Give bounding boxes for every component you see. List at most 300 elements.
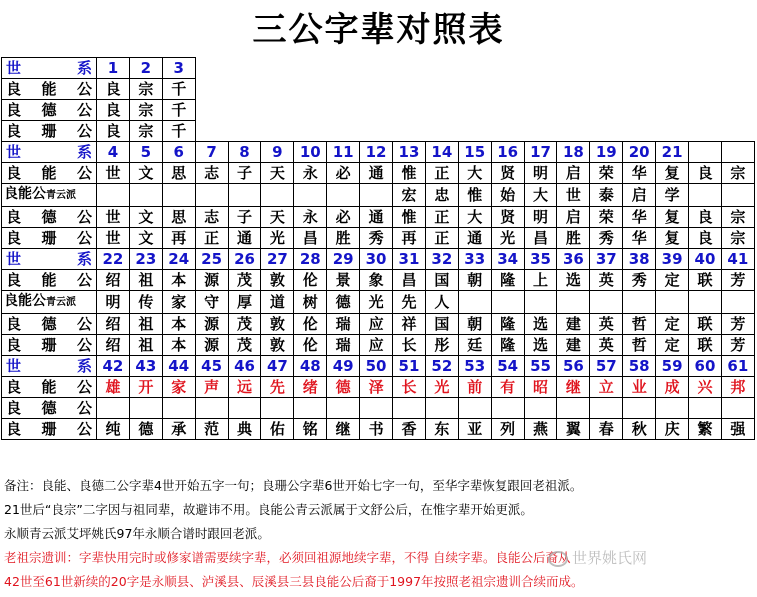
generation-number: 51 [393,356,426,377]
generation-header-label: 世 系 [2,142,97,163]
generation-header-label: 世 系 [2,58,97,79]
table-cell [393,398,426,419]
page-title: 三公字辈对照表 [252,10,505,50]
notes [4,474,754,594]
generation-header-label: 世 系 [2,356,97,377]
table-cell [129,398,162,419]
table-cell: 始 [491,184,524,207]
table-cell: 天 [261,207,294,228]
generation-number: 16 [491,142,524,163]
row-label-branch: 青云派 [46,190,76,201]
generation-number: 44 [162,356,195,377]
table-cell: 宗 [721,163,754,184]
table-cell: 光 [491,228,524,249]
table-cell: 隆 [491,270,524,291]
row-label [2,163,97,184]
generation-number [689,142,722,163]
table-cell: 秀 [360,228,393,249]
table-cell: 联 [689,335,722,356]
table-cell: 朝 [458,270,491,291]
generation-number: 53 [458,356,491,377]
generation-number: 2 [129,58,162,79]
table-cell: 守 [195,291,228,314]
table-cell: 惟 [393,163,426,184]
table-cell: 伦 [294,270,327,291]
table-cell: 德 [327,291,360,314]
row-label-text: 良能公 [4,293,46,309]
watermark [548,546,748,570]
table-cell: 源 [195,270,228,291]
note-line: 备注：良能、良德二公字辈4世开始五字一句；良珊公字辈6世开始七字一句，至华字辈恢复跟回老祖派。 [4,478,583,493]
empty-area [195,121,754,142]
table-cell: 哲 [623,335,656,356]
generation-number: 7 [195,142,228,163]
generation-number: 21 [656,142,689,163]
row-label-text: 良 德 公 [6,208,92,226]
table-cell: 宗 [129,121,162,142]
generation-number: 48 [294,356,327,377]
generation-number: 14 [425,142,458,163]
generation-header-row [2,249,755,270]
table-row [2,228,755,249]
table-cell: 良 [97,79,130,100]
table-cell [228,398,261,419]
table-cell: 源 [195,314,228,335]
table-cell: 家 [162,291,195,314]
table-cell: 联 [689,270,722,291]
table-cell: 铭 [294,419,327,440]
table-cell: 定 [656,335,689,356]
table-cell: 再 [393,228,426,249]
table-cell: 文 [129,207,162,228]
table-cell: 彤 [425,335,458,356]
table-cell: 明 [97,291,130,314]
table-cell [195,184,228,207]
row-label [2,335,97,356]
table-cell: 忠 [425,184,458,207]
table-cell: 建 [557,335,590,356]
table-cell: 承 [162,419,195,440]
row-label-text: 良 德 公 [6,101,92,119]
table-cell [623,291,656,314]
table-cell [491,291,524,314]
generation-number: 50 [360,356,393,377]
row-label [2,100,97,121]
table-cell: 隆 [491,335,524,356]
generation-number: 32 [425,249,458,270]
generation-number: 18 [557,142,590,163]
table-cell [97,184,130,207]
note-line: 老祖宗遗训：字辈快用完时或修家谱需要续字辈，必须回祖源地续字辈，不得 自续字辈。良能公后裔从 [4,550,571,565]
table-cell: 必 [327,207,360,228]
table-cell [294,184,327,207]
table-cell: 荣 [590,207,623,228]
table-cell: 华 [623,163,656,184]
table-cell: 天 [261,163,294,184]
table-cell: 再 [162,228,195,249]
table-cell: 启 [623,184,656,207]
table-cell: 世 [97,228,130,249]
table-cell [590,291,623,314]
generation-number: 11 [327,142,360,163]
row-label [2,184,97,207]
table-cell: 伦 [294,335,327,356]
table-cell: 祥 [393,314,426,335]
table-cell: 大 [458,163,491,184]
generation-number: 33 [458,249,491,270]
table-cell: 亚 [458,419,491,440]
table-cell: 祖 [129,314,162,335]
table-cell: 联 [689,314,722,335]
table-cell [590,398,623,419]
table-cell: 立 [590,377,623,398]
table-cell: 通 [228,228,261,249]
table-cell: 继 [557,377,590,398]
row-label [2,121,97,142]
table-cell: 惟 [393,207,426,228]
note-line: 永顺青云派艾坪姚氏97年永顺合谱时跟回老派。 [4,526,270,541]
table-cell: 敦 [261,335,294,356]
generation-number: 39 [656,249,689,270]
table-cell: 本 [162,270,195,291]
row-label [2,79,97,100]
generation-number: 42 [97,356,130,377]
generation-table [1,57,755,440]
note-line: 21世后“良宗”二字因与祖同辈，故避讳不用。良能公青云派属于文舒公后，在惟字辈开始更派。 [4,502,533,517]
table-cell: 永 [294,207,327,228]
generation-number: 25 [195,249,228,270]
row-label-text: 良 能 公 [6,271,92,289]
table-cell: 敦 [261,314,294,335]
table-cell [261,184,294,207]
table-cell: 绪 [294,377,327,398]
table-row [2,335,755,356]
table-cell: 光 [425,377,458,398]
table-cell: 道 [261,291,294,314]
generation-number: 54 [491,356,524,377]
table-cell: 芳 [721,314,754,335]
table-cell: 源 [195,335,228,356]
table-row [2,419,755,440]
row-label [2,207,97,228]
table-cell [689,184,722,207]
row-label-text: 良 德 公 [6,399,92,417]
generation-number: 56 [557,356,590,377]
generation-number: 22 [97,249,130,270]
table-cell: 敦 [261,270,294,291]
row-label [2,398,97,419]
table-cell: 先 [393,291,426,314]
table-cell: 哲 [623,314,656,335]
table-cell: 良 [97,121,130,142]
table-cell [97,398,130,419]
row-label-text: 良 珊 公 [6,122,92,140]
table-cell: 隆 [491,314,524,335]
table-cell: 思 [162,163,195,184]
empty-area [195,100,754,121]
generation-number: 40 [689,249,722,270]
table-cell: 千 [162,121,195,142]
generation-number: 38 [623,249,656,270]
table-cell: 启 [557,163,590,184]
table-cell: 明 [524,163,557,184]
table-cell: 光 [360,291,393,314]
table-cell: 明 [524,207,557,228]
table-cell: 前 [458,377,491,398]
note-line: 42世至61世新续的20字是永顺县、泸溪县、辰溪县三县良能公后裔于1997年按照老祖宗遗训合续而成。 [4,574,584,589]
table-cell: 选 [557,270,590,291]
row-label [2,314,97,335]
table-cell: 启 [557,207,590,228]
generation-number: 24 [162,249,195,270]
table-cell: 绍 [97,270,130,291]
generation-header-row [2,356,755,377]
generation-number: 47 [261,356,294,377]
table-cell: 荣 [590,163,623,184]
table-cell: 宏 [393,184,426,207]
table-cell: 文 [129,228,162,249]
row-label [2,419,97,440]
table-cell: 本 [162,335,195,356]
table-cell [721,398,754,419]
table-cell: 廷 [458,335,491,356]
table-cell: 昌 [524,228,557,249]
generation-number: 19 [590,142,623,163]
table-cell [195,398,228,419]
row-label-text: 良 能 公 [6,80,92,98]
table-cell: 英 [590,270,623,291]
table-cell: 思 [162,207,195,228]
table-cell: 茂 [228,335,261,356]
table-cell: 人 [425,291,458,314]
table-cell: 正 [195,228,228,249]
row-label-text: 良 珊 公 [6,336,92,354]
row-label [2,270,97,291]
table-cell: 秋 [623,419,656,440]
table-cell: 家 [162,377,195,398]
table-cell [327,184,360,207]
generation-number: 41 [721,249,754,270]
generation-number: 36 [557,249,590,270]
table-cell: 选 [524,335,557,356]
table-cell: 茂 [228,314,261,335]
table-cell [721,291,754,314]
table-cell [162,398,195,419]
table-cell: 绍 [97,335,130,356]
table-cell [557,291,590,314]
table-cell: 先 [261,377,294,398]
table-cell: 昌 [294,228,327,249]
table-cell [294,398,327,419]
table-cell: 子 [228,163,261,184]
generation-number: 13 [393,142,426,163]
table-cell: 正 [425,163,458,184]
table-cell: 上 [524,270,557,291]
table-cell [656,291,689,314]
table-cell: 佑 [261,419,294,440]
row-label-text: 良 珊 公 [6,420,92,438]
table-cell: 秀 [590,228,623,249]
table-cell [425,398,458,419]
table-cell: 定 [656,270,689,291]
empty-area [195,58,754,79]
table-cell: 惟 [458,184,491,207]
table-cell [524,291,557,314]
table-cell: 胜 [557,228,590,249]
table-cell: 德 [129,419,162,440]
row-label-text: 良 能 公 [6,164,92,182]
generation-number: 37 [590,249,623,270]
table-row [2,163,755,184]
table-cell: 泰 [590,184,623,207]
table-cell: 典 [228,419,261,440]
row-label [2,377,97,398]
table-cell: 兴 [689,377,722,398]
table-cell: 成 [656,377,689,398]
generation-number: 58 [623,356,656,377]
table-cell: 子 [228,207,261,228]
table-cell: 宗 [721,207,754,228]
row-label-text: 良 德 公 [6,315,92,333]
generation-number: 5 [129,142,162,163]
table-row [2,377,755,398]
generation-number: 3 [162,58,195,79]
table-cell: 长 [393,377,426,398]
generation-number: 15 [458,142,491,163]
table-cell: 复 [656,228,689,249]
generation-number: 12 [360,142,393,163]
table-cell: 宗 [721,228,754,249]
generation-number: 20 [623,142,656,163]
generation-number: 34 [491,249,524,270]
table-cell: 选 [524,314,557,335]
table-cell: 千 [162,79,195,100]
table-cell: 春 [590,419,623,440]
generation-number: 28 [294,249,327,270]
table-cell: 声 [195,377,228,398]
generation-header-label: 世 系 [2,249,97,270]
table-cell: 开 [129,377,162,398]
generation-number: 55 [524,356,557,377]
generation-number: 1 [97,58,130,79]
generation-number: 26 [228,249,261,270]
table-cell: 志 [195,207,228,228]
table-cell: 绍 [97,314,130,335]
table-cell [689,398,722,419]
table-cell: 华 [623,228,656,249]
table-cell: 应 [360,314,393,335]
table-cell: 贤 [491,207,524,228]
table-cell: 雄 [97,377,130,398]
table-cell: 强 [721,419,754,440]
row-label-text: 良 珊 公 [6,229,92,247]
generation-number: 6 [162,142,195,163]
table-cell: 志 [195,163,228,184]
table-cell [491,398,524,419]
table-cell: 远 [228,377,261,398]
table-cell [623,398,656,419]
table-cell: 昌 [393,270,426,291]
table-cell: 邦 [721,377,754,398]
row-label-text: 良能公 [4,186,46,202]
table-cell: 翼 [557,419,590,440]
table-cell: 国 [425,270,458,291]
table-cell: 学 [656,184,689,207]
table-cell: 香 [393,419,426,440]
table-cell: 泽 [360,377,393,398]
table-cell: 复 [656,163,689,184]
generation-number: 10 [294,142,327,163]
generation-number: 29 [327,249,360,270]
table-cell: 大 [524,184,557,207]
table-cell: 芳 [721,270,754,291]
generation-number: 46 [228,356,261,377]
table-row [2,184,755,207]
table-cell: 贤 [491,163,524,184]
table-row [2,121,755,142]
table-row [2,79,755,100]
table-cell: 秀 [623,270,656,291]
table-cell [228,184,261,207]
table-cell [458,291,491,314]
generation-number: 30 [360,249,393,270]
table-cell: 英 [590,335,623,356]
table-cell: 良 [689,163,722,184]
table-cell: 茂 [228,270,261,291]
table-cell: 祖 [129,270,162,291]
table-row [2,398,755,419]
table-cell: 永 [294,163,327,184]
table-cell: 伦 [294,314,327,335]
table-cell: 必 [327,163,360,184]
table-cell: 良 [689,207,722,228]
table-cell: 英 [590,314,623,335]
table-cell: 朝 [458,314,491,335]
table-cell: 复 [656,207,689,228]
table-cell: 文 [129,163,162,184]
table-cell: 胜 [327,228,360,249]
table-cell [129,184,162,207]
generation-number: 4 [97,142,130,163]
table-cell: 华 [623,207,656,228]
table-cell: 宗 [129,79,162,100]
table-cell: 景 [327,270,360,291]
table-cell [689,291,722,314]
wechat-icon [548,551,568,567]
generation-number: 60 [689,356,722,377]
table-row [2,291,755,314]
row-label-text: 良 能 公 [6,378,92,396]
table-cell [261,398,294,419]
table-cell: 长 [393,335,426,356]
table-cell [524,398,557,419]
table-cell: 业 [623,377,656,398]
table-cell: 纯 [97,419,130,440]
table-cell: 通 [360,163,393,184]
generation-header-row [2,58,755,79]
table-cell: 德 [327,377,360,398]
generation-number: 49 [327,356,360,377]
generation-number: 45 [195,356,228,377]
table-cell: 厚 [228,291,261,314]
table-cell: 传 [129,291,162,314]
table-cell [656,398,689,419]
table-cell: 瑞 [327,314,360,335]
generation-header-row [2,142,755,163]
table-cell: 正 [425,228,458,249]
table-cell: 建 [557,314,590,335]
table-cell [162,184,195,207]
